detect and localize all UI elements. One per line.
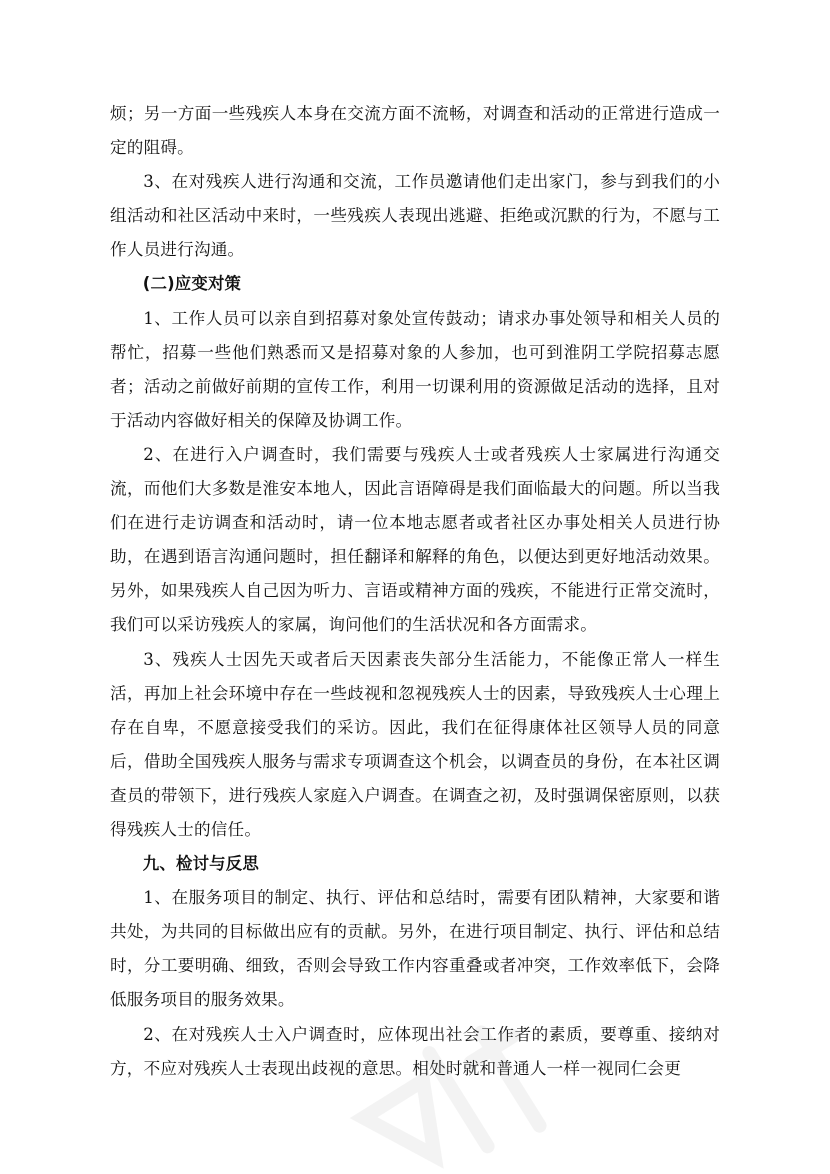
paragraph-problem-3: 3、在对残疾人进行沟通和交流，工作员邀请他们走出家门，参与到我们的小组活动和社区活动中来时，一些残疾人表现出逃避、拒绝或沉默的行为，不愿与工作人员进行沟通。 <box>110 172 720 260</box>
document-body <box>110 97 720 1086</box>
paragraph-countermeasure-2: 2、在进行入户调查时，我们需要与残疾人士或者残疾人士家属进行沟通交流，而他们大多数是淮安本地人，因此言语障碍是我们面临最大的问题。所以当我们在进行走访调查和活动时，请一位本地志愿者或者社区办事处相关人员进行协助，在遇到语言沟通问题时，担任翻译和解释的角色，以便达到更好地活动效果。另外，如果残疾人自己因为听力、言语或精神方面的残疾，不能进行正常交流时，我们可以采访残疾人的家属，询问他们的生活状况和各方面需求。 <box>110 444 720 635</box>
paragraph-review-2: 2、在对残疾人士入户调查时，应体现出社会工作者的素质，要尊重、接纳对方，不应对残疾人士表现出歧视的意思。相处时就和普通人一样一视同仁会更 <box>110 1024 720 1078</box>
paragraph-review-1: 1、在服务项目的制定、执行、评估和总结时，需要有团队精神，大家要和谐共处，为共同的目标做出应有的贡献。另外，在进行项目制定、执行、评估和总结时，分工要明确、细致，否则会导致工作内容重叠或者冲突，工作效率低下，会降低服务项目的服务效果。 <box>110 888 720 1010</box>
paragraph-countermeasure-1: 1、工作人员可以亲自到招募对象处宣传鼓动；请求办事处领导和相关人员的帮忙，招募一些他们熟悉而又是招募对象的人参加，也可到淮阴工学院招募志愿者；活动之前做好前期的宣传工作，利用一切课利用的资源做足活动的选择，且对于活动内容做好相关的保障及协调工作。 <box>110 308 720 430</box>
section-heading-review: 九、检讨与反思 <box>142 854 259 874</box>
section-heading-countermeasures: (二)应变对策 <box>142 274 242 294</box>
paragraph-countermeasure-3: 3、残疾人士因先天或者后天因素丧失部分生活能力，不能像正常人一样生活，再加上社会环境中存在一些歧视和忽视残疾人士的因素，导致残疾人士心理上存在自卑，不愿意接受我们的采访。因此，我们在征得康体社区领导人员的同意后，借助全国残疾人服务与需求专项调查这个机会，以调查员的身份，在本社区调查员的带领下，进行残疾人家庭入户调查。在调查之初，及时强调保密原则，以获得残疾人士的信任。 <box>110 649 720 839</box>
paragraph-continuation: 烦；另一方面一些残疾人本身在交流方面不流畅，对调查和活动的正常进行造成一定的阻碍。 <box>110 104 720 158</box>
